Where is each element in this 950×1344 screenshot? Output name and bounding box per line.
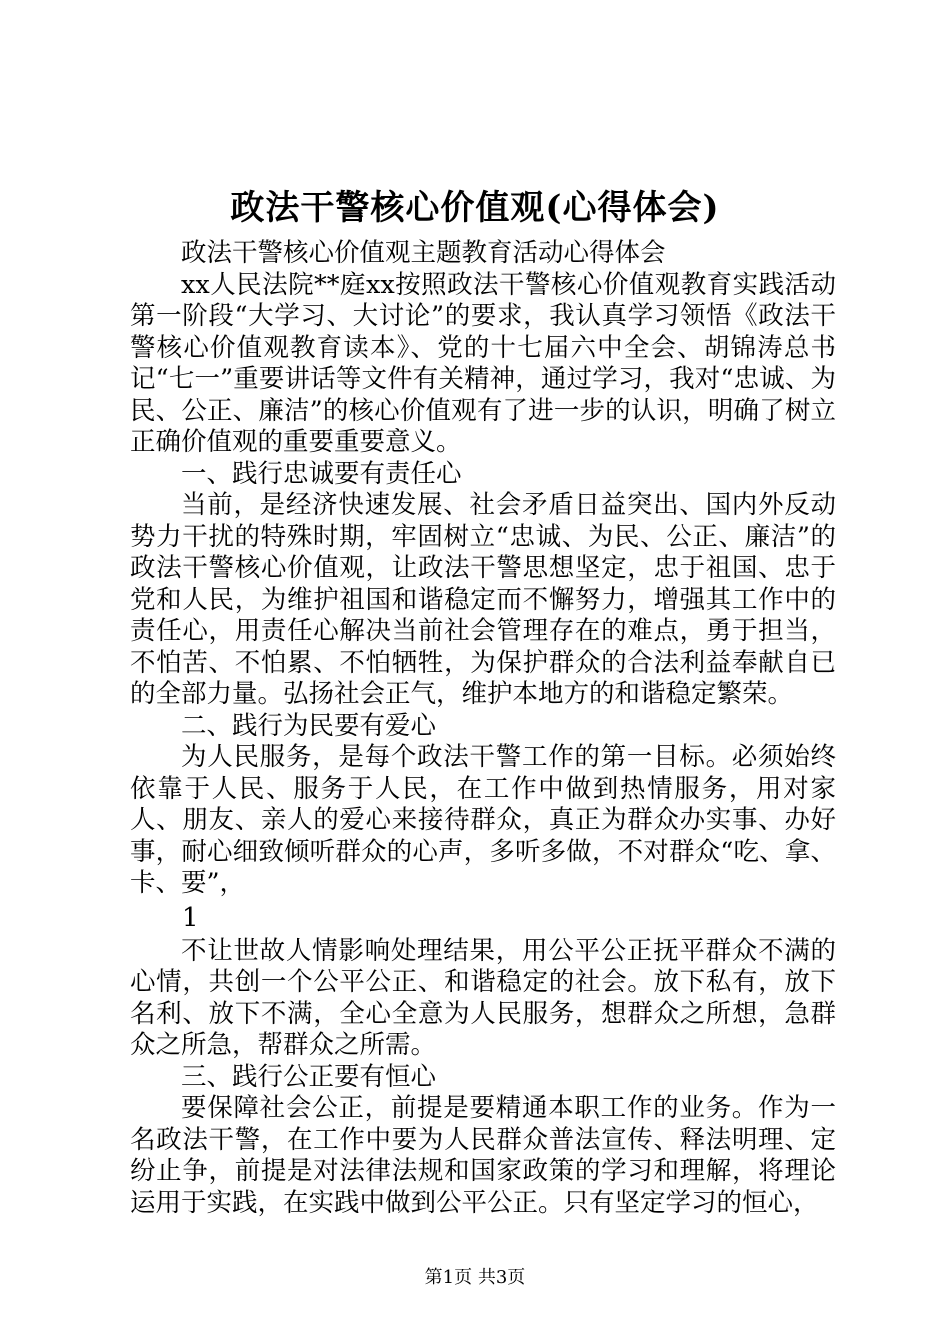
body-paragraph: 为人民服务，是每个政法干警工作的第一目标。必须始终依靠于人民、服务于人民，在工作中做到热情服务，用对家人、朋友、亲人的爱心来接待群众，真正为群众办实事、办好事，耐心细致倾听群众的心声，多听多做，不对群众“吃、拿、卡、要”， — [130, 742, 836, 898]
subtitle-paragraph: 政法干警核心价值观主题教育活动心得体会 — [181, 238, 666, 268]
section-heading-2: 二、践行为民要有爱心 — [181, 710, 437, 741]
body-paragraph: 要保障社会公正，前提是要精通本职工作的业务。作为一名政法干警，在工作中要为人民群众普法宣传、释法明理、定纷止争，前提是对法律法规和国家政策的学习和理解，将理论运用于实践，在实践中做到公平公正。只有坚定学习的恒心， — [130, 1093, 836, 1218]
body-paragraph: xx人民法院**庭xx按照政法干警核心价值观教育实践活动第一阶段“大学习、大讨论”的要求，我认真学习领悟《政法干警核心价值观教育读本》、党的十七届六中全会、胡锦涛总书记“七一”重要讲话等文件有关精神，通过学习，我对“忠诚、为民、公正、廉洁”的核心价值观有了进一步的认识，明确了树立正确价值观的重要重要意义。 — [130, 269, 836, 457]
section-heading-1: 一、践行忠诚要有责任心 — [181, 458, 462, 489]
document-body — [130, 238, 836, 1219]
body-paragraph: 当前，是经济快速发展、社会矛盾日益突出、国内外反动势力干扰的特殊时期，牢固树立“忠诚、为民、公正、廉洁”的政法干警核心价值观，让政法干警思想坚定，忠于祖国、忠于党和人民，为维护祖国和谐稳定而不懈努力，增强其工作中的责任心，用责任心解决当前社会管理存在的难点，勇于担当，不怕苦、不怕累、不怕牺牲，为保护群众的合法利益奉献自已的全部力量。弘扬社会正气，维护本地方的和谐稳定繁荣。 — [130, 490, 836, 709]
page-break-marker: 1 — [182, 902, 199, 933]
page-footer: 第1页 共3页 — [424, 1267, 526, 1288]
body-paragraph: 不让世故人情影响处理结果，用公平公正抚平群众不满的心情，共创一个公平公正、和谐稳定的社会。放下私有，放下名利、放下不满，全心全意为人民服务，想群众之所想，急群众之所急，帮群众之所需。 — [130, 935, 836, 1060]
document-title: 政法干警核心价值观(心得体会) — [230, 188, 720, 228]
section-heading-3: 三、践行公正要有恒心 — [181, 1061, 437, 1092]
